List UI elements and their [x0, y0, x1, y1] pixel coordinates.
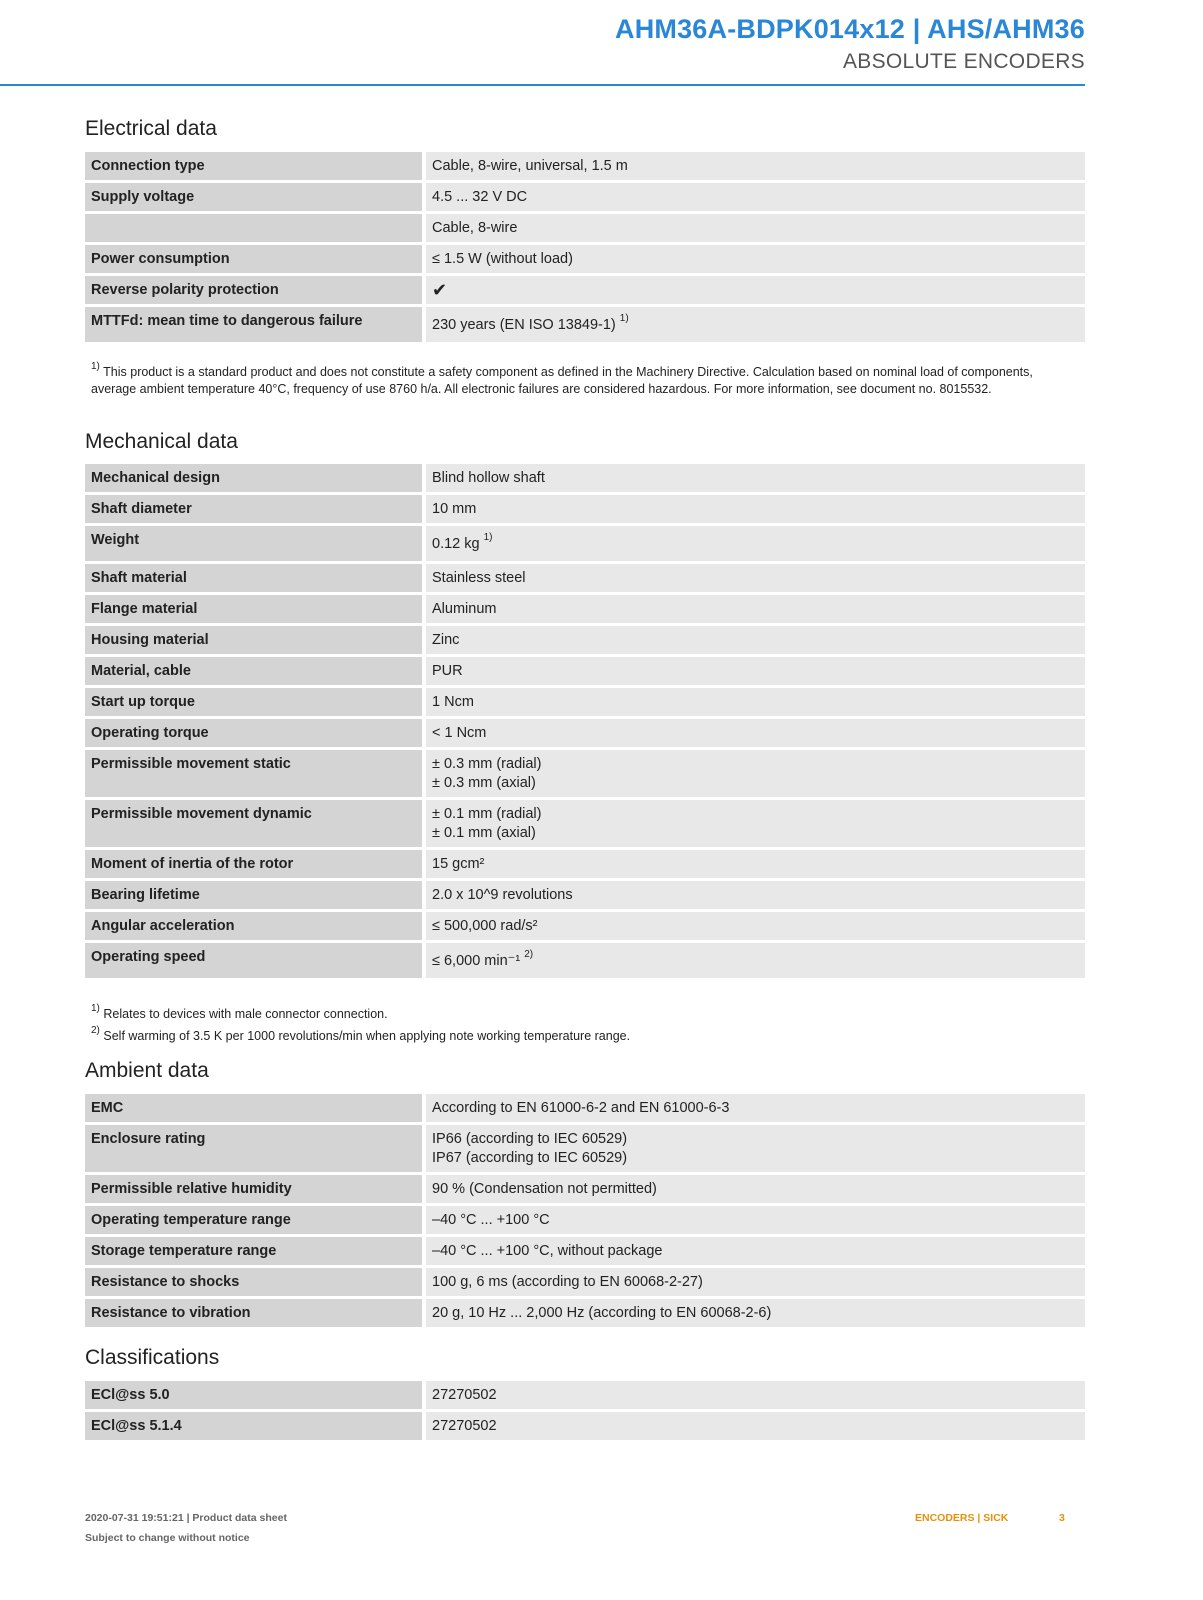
spec-value: 15 gcm²	[426, 850, 1085, 881]
spec-key: Reverse polarity protection	[85, 276, 426, 307]
spec-value: Zinc	[426, 626, 1085, 657]
spec-value: Blind hollow shaft	[426, 464, 1085, 495]
spec-value-text: ≤ 6,000 min⁻¹	[432, 953, 521, 969]
footnote-ref: 1)	[483, 532, 493, 544]
spec-value-line: IP66 (according to IEC 60529)	[432, 1131, 628, 1147]
spec-value: Cable, 8-wire	[426, 214, 1085, 245]
table-row	[85, 595, 1085, 626]
spec-key: Resistance to vibration	[85, 1299, 426, 1330]
electrical-data-table	[85, 152, 1085, 345]
spec-value-line: ± 0.1 mm (axial)	[432, 825, 536, 841]
table-row	[85, 688, 1085, 719]
spec-value: 100 g, 6 ms (according to EN 60068-2-27)	[426, 1268, 1085, 1299]
table-row	[85, 564, 1085, 595]
table-row	[85, 307, 1085, 345]
table-row	[85, 750, 1085, 800]
table-row	[85, 245, 1085, 276]
footnote-text: Relates to devices with male connector connection.	[103, 1007, 388, 1021]
spec-key: Permissible movement dynamic	[85, 800, 426, 850]
spec-value	[426, 307, 1085, 345]
spec-key: Operating torque	[85, 719, 426, 750]
table-row	[85, 183, 1085, 214]
table-row	[85, 800, 1085, 850]
ambient-data-table	[85, 1094, 1085, 1330]
spec-value: 4.5 ... 32 V DC	[426, 183, 1085, 214]
table-row	[85, 214, 1085, 245]
spec-key: Material, cable	[85, 657, 426, 688]
page-number: 3	[1059, 1512, 1065, 1524]
spec-key: ECl@ss 5.0	[85, 1381, 426, 1412]
spec-value: Stainless steel	[426, 564, 1085, 595]
table-row	[85, 526, 1085, 564]
footnote-mark: 2)	[91, 1024, 100, 1036]
spec-key: Shaft material	[85, 564, 426, 595]
spec-key: Flange material	[85, 595, 426, 626]
table-row	[85, 495, 1085, 526]
footnote-mechanical-1	[91, 1002, 1051, 1023]
footnote-mark: 1)	[91, 360, 100, 372]
spec-value	[426, 1125, 1085, 1175]
footnote-text: This product is a standard product and does not constitute a safety component as defined in the Machinery Directive. Calculation based on nominal load of components, average ambient temperature 40°C, frequency of use 8760 h/a. All electronic failures are considered hazardous. For more information, see document no. 8015532.	[91, 365, 1033, 396]
table-row	[85, 626, 1085, 657]
table-row	[85, 943, 1085, 981]
spec-key: MTTFd: mean time to dangerous failure	[85, 307, 426, 345]
spec-value: Aluminum	[426, 595, 1085, 626]
document-subtitle: ABSOLUTE ENCODERS	[843, 50, 1085, 73]
spec-key: Connection type	[85, 152, 426, 183]
classifications-table	[85, 1381, 1085, 1443]
spec-value: < 1 Ncm	[426, 719, 1085, 750]
footnote-ref: 1)	[619, 313, 629, 325]
spec-key: Storage temperature range	[85, 1237, 426, 1268]
spec-key: Start up torque	[85, 688, 426, 719]
spec-value: PUR	[426, 657, 1085, 688]
table-row	[85, 1381, 1085, 1412]
table-row	[85, 1299, 1085, 1330]
spec-key: Angular acceleration	[85, 912, 426, 943]
mechanical-data-table	[85, 464, 1085, 981]
section-title-electrical: Electrical data	[85, 117, 217, 140]
table-row	[85, 912, 1085, 943]
table-row	[85, 276, 1085, 307]
table-row	[85, 657, 1085, 688]
section-title-classifications: Classifications	[85, 1346, 220, 1369]
table-row	[85, 1412, 1085, 1443]
spec-value: 27270502	[426, 1412, 1085, 1443]
table-row	[85, 464, 1085, 495]
spec-value-line: ± 0.1 mm (radial)	[432, 806, 542, 822]
spec-value: 10 mm	[426, 495, 1085, 526]
table-row	[85, 719, 1085, 750]
footnote-ref: 2)	[524, 949, 534, 961]
section-title-ambient: Ambient data	[85, 1059, 209, 1082]
spec-value: 27270502	[426, 1381, 1085, 1412]
table-row	[85, 1175, 1085, 1206]
table-row	[85, 1094, 1085, 1125]
footnote-electrical-1	[91, 360, 1051, 398]
spec-value: 20 g, 10 Hz ... 2,000 Hz (according to EN 60068-2-6)	[426, 1299, 1085, 1330]
spec-value-line: ± 0.3 mm (axial)	[432, 775, 536, 791]
spec-value	[426, 526, 1085, 564]
spec-value	[426, 800, 1085, 850]
spec-key: Operating speed	[85, 943, 426, 981]
spec-value: 2.0 x 10^9 revolutions	[426, 881, 1085, 912]
page-header	[0, 0, 1085, 86]
spec-key: Mechanical design	[85, 464, 426, 495]
footer-notice: Subject to change without notice	[85, 1532, 250, 1544]
spec-value: ≤ 1.5 W (without load)	[426, 245, 1085, 276]
document-title: AHM36A-BDPK014x12 | AHS/AHM36	[615, 14, 1085, 44]
spec-value-text: 230 years (EN ISO 13849-1)	[432, 317, 616, 333]
footnote-mechanical-2	[91, 1024, 1051, 1045]
spec-key: Bearing lifetime	[85, 881, 426, 912]
table-row	[85, 881, 1085, 912]
footnote-text: Self warming of 3.5 K per 1000 revolutions/min when applying note working temperature range.	[103, 1029, 631, 1043]
spec-value: –40 °C ... +100 °C	[426, 1206, 1085, 1237]
table-row	[85, 1237, 1085, 1268]
spec-key: Moment of inertia of the rotor	[85, 850, 426, 881]
spec-value: –40 °C ... +100 °C, without package	[426, 1237, 1085, 1268]
spec-key: EMC	[85, 1094, 426, 1125]
spec-value: ≤ 500,000 rad/s²	[426, 912, 1085, 943]
spec-value: 90 % (Condensation not permitted)	[426, 1175, 1085, 1206]
spec-key: Power consumption	[85, 245, 426, 276]
spec-value	[426, 750, 1085, 800]
spec-value-line: ± 0.3 mm (radial)	[432, 756, 542, 772]
table-row	[85, 152, 1085, 183]
spec-key: Supply voltage	[85, 183, 426, 214]
spec-key: Weight	[85, 526, 426, 564]
spec-value	[426, 943, 1085, 981]
spec-value-text: 0.12 kg	[432, 536, 480, 552]
section-title-mechanical: Mechanical data	[85, 430, 238, 453]
spec-value-line: IP67 (according to IEC 60529)	[432, 1150, 628, 1166]
table-row	[85, 1206, 1085, 1237]
table-row	[85, 1268, 1085, 1299]
spec-key: Permissible movement static	[85, 750, 426, 800]
spec-key: Operating temperature range	[85, 1206, 426, 1237]
spec-key	[85, 214, 426, 245]
spec-key: Permissible relative humidity	[85, 1175, 426, 1206]
footer-date: 2020-07-31 19:51:21 | Product data sheet	[85, 1512, 287, 1524]
spec-key: Enclosure rating	[85, 1125, 426, 1175]
spec-value: 1 Ncm	[426, 688, 1085, 719]
spec-value: Cable, 8-wire, universal, 1.5 m	[426, 152, 1085, 183]
table-row	[85, 850, 1085, 881]
footer-brand: ENCODERS | SICK	[915, 1512, 1009, 1524]
spec-key: Housing material	[85, 626, 426, 657]
spec-value: According to EN 61000-6-2 and EN 61000-6-3	[426, 1094, 1085, 1125]
checkmark-icon: ✔	[426, 276, 1085, 307]
spec-key: Shaft diameter	[85, 495, 426, 526]
table-row	[85, 1125, 1085, 1175]
footnote-mark: 1)	[91, 1002, 100, 1014]
spec-key: Resistance to shocks	[85, 1268, 426, 1299]
spec-key: ECl@ss 5.1.4	[85, 1412, 426, 1443]
